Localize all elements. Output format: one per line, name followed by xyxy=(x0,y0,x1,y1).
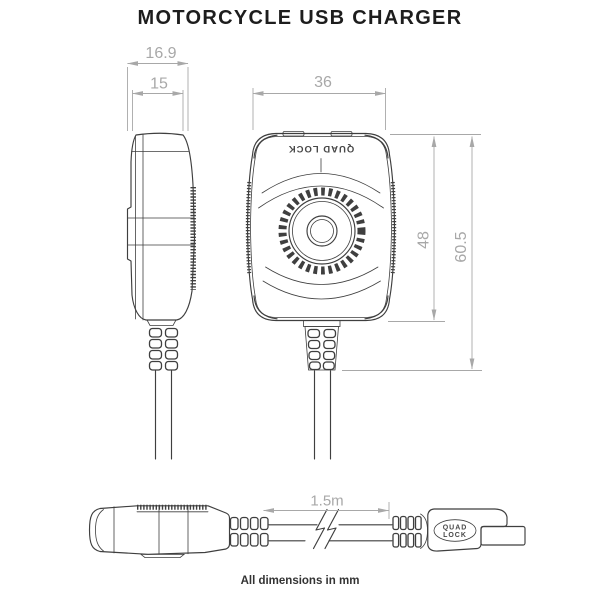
connector-rib xyxy=(408,534,414,548)
corner-accent xyxy=(365,135,388,158)
side-view-dimensions xyxy=(128,45,189,131)
connector-rib xyxy=(416,517,422,530)
corner-accent xyxy=(254,296,277,319)
shoulder-arc xyxy=(262,174,380,194)
connector-logo-lock: LOCK xyxy=(443,532,467,539)
connector-rib xyxy=(416,534,422,548)
dimension-label-60-5: 60.5 xyxy=(453,231,470,263)
strain-relief-rib xyxy=(166,340,178,349)
gear-ring-inner xyxy=(293,202,352,261)
bottom-tab xyxy=(304,321,341,327)
dimension-label-1-5m: 1.5m xyxy=(310,492,344,510)
sae-connector xyxy=(393,509,525,551)
strain-relief-rib xyxy=(324,352,335,360)
cable-side-view xyxy=(90,506,526,558)
strain-relief-rib xyxy=(241,534,249,547)
strain-relief-rib xyxy=(150,362,162,371)
connector-rib xyxy=(393,534,399,548)
side-body-outline xyxy=(128,133,195,320)
strain-relief-rib xyxy=(323,362,334,370)
strain-relief-rib xyxy=(261,518,269,530)
strain-relief-rib xyxy=(150,351,162,360)
connector-prong xyxy=(481,527,525,546)
extension-line xyxy=(133,90,184,131)
strain-relief-rib xyxy=(166,329,178,338)
connector-rib xyxy=(401,517,407,530)
strain-relief-rib xyxy=(251,518,259,530)
front-cable xyxy=(315,371,331,459)
gear-hub-outer xyxy=(307,216,337,246)
connector-rib xyxy=(408,517,414,530)
strain-relief-rib xyxy=(261,534,269,547)
front-view xyxy=(248,132,395,460)
strain-relief-rib xyxy=(309,352,320,360)
gear-teeth-ring xyxy=(283,192,362,271)
connector-logo-quad: QUAD xyxy=(442,524,468,532)
corner-accent xyxy=(254,135,277,158)
quadlock-logo-front: QUAD LOCK xyxy=(287,143,355,154)
dimension-label-16-9: 16.9 xyxy=(145,45,177,62)
strain-relief-rib xyxy=(324,330,336,338)
side-foot xyxy=(147,320,176,326)
connector-rib xyxy=(401,534,407,548)
left-cap-inner xyxy=(96,510,104,552)
extension-line xyxy=(253,88,386,130)
strain-relief-rib xyxy=(251,534,259,547)
dimension-label-48: 48 xyxy=(415,231,433,249)
strain-relief-rib xyxy=(308,330,320,338)
shoulder-arc xyxy=(259,186,384,208)
strain-relief-rib xyxy=(241,518,249,530)
connector-rib xyxy=(393,517,399,530)
footer-note: All dimensions in mm xyxy=(240,575,360,587)
side-view xyxy=(128,133,195,459)
dimension-label-36: 36 xyxy=(314,74,332,91)
strain-relief-rib xyxy=(166,351,178,360)
gear-icon xyxy=(283,192,362,271)
cable-break-icon xyxy=(314,510,339,549)
corner-accent xyxy=(365,296,388,319)
page-title: MOTORCYCLE USB CHARGER xyxy=(137,7,463,29)
strain-relief-rib xyxy=(309,341,320,349)
gear-hub-inner xyxy=(311,220,334,243)
lightning-stroke xyxy=(314,510,328,549)
lightning-stroke xyxy=(325,510,339,549)
strain-relief-rib xyxy=(150,340,162,349)
cable-length-dimension xyxy=(264,493,390,520)
strain-relief-rib xyxy=(166,362,178,371)
gear-ring-outer xyxy=(289,198,355,264)
side-cable xyxy=(156,371,172,459)
charger-profile-outline xyxy=(90,506,230,555)
strain-relief-rib xyxy=(324,341,335,349)
strain-relief-rib xyxy=(231,534,239,547)
lower-arc xyxy=(263,281,381,299)
strain-relief-rib xyxy=(231,518,239,530)
strain-relief-rib xyxy=(310,362,321,370)
bottom-tab xyxy=(141,554,184,557)
dimension-label-15: 15 xyxy=(150,75,168,93)
strain-relief-rib xyxy=(150,329,162,338)
